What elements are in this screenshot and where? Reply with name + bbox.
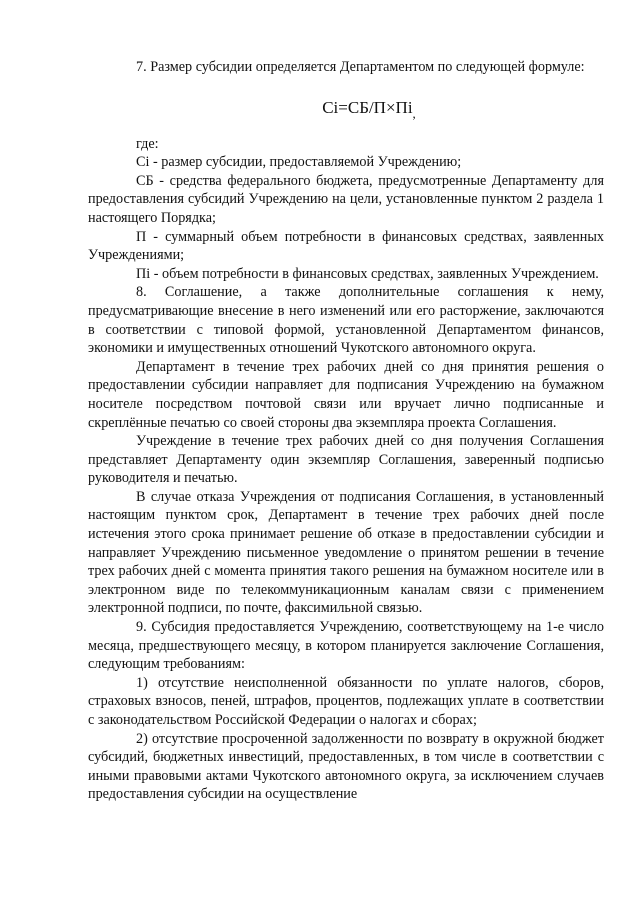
definition-p: П - суммарный объем потребности в финансовых средствах, заявленных Учреждениями;	[88, 228, 604, 264]
document-page	[88, 58, 604, 804]
paragraph-7: 7. Размер субсидии определяется Департаментом по следующей формуле:	[136, 59, 585, 75]
paragraph-9-item-1: 1) отсутствие неисполненной обязанности по уплате налогов, сборов, страховых взносов, пеней, штрафов, процентов, подлежащих уплате в соответствии с законодательством Российской Федерации о налогах и сборах;	[88, 674, 604, 728]
definition-pi: Пi - объем потребности в финансовых средствах, заявленных Учреждением.	[136, 265, 599, 282]
formula-expression: Ci=СБ/П×Пi	[322, 97, 413, 117]
paragraph-8-institution: Учреждение в течение трех рабочих дней со дня получения Соглашения представляет Департаменту один экземпляр Соглашения, заверенный подписью руководителя и печатью.	[88, 433, 604, 487]
definition-ci: Ci - размер субсидии, предоставляемой Учреждению;	[136, 154, 462, 171]
paragraph-8-department: Департамент в течение трех рабочих дней со дня принятия решения о предоставлении субсидии направляет для подписания Учреждению на бумажном носителе посредством почтовой связи или вручает лично подписанные и скреплённые печатью со своей стороны два экземпляра проекта Соглашения.	[88, 358, 604, 431]
definition-sb: СБ - средства федерального бюджета, предусмотренные Департаменту для предоставления субсидий Учреждению на цели, установленные пунктом 2 раздела 1 настоящего Порядка;	[88, 172, 604, 226]
formula-separator: ,	[412, 105, 416, 121]
subsidy-formula	[88, 96, 604, 121]
paragraph-9-item-2: 2) отсутствие просроченной задолженности по возврату в окружной бюджет субсидий, бюджетных инвестиций, предоставленных, в том числе в соответствии с иными правовыми актами Чукотского автономного округа, за исключением случаев предоставления субсидии на осуществление	[88, 730, 604, 803]
where-label: где:	[136, 135, 159, 152]
paragraph-9: 9. Субсидия предоставляется Учреждению, соответствующему на 1-е число месяца, предшествующего месяцу, в котором планируется заключение Соглашения, следующим требованиям:	[88, 619, 604, 673]
paragraph-8: 8. Соглашение, а также дополнительные соглашения к нему, предусматривающие внесение в него изменений или его расторжение, заключаются в соответствии с типовой формой, установленной Департаментом финансов, экономики и имущественных отношений Чукотского автономного округа.	[88, 284, 604, 357]
paragraph-8-refusal: В случае отказа Учреждения от подписания Соглашения, в установленный настоящим пунктом срок, Департамент в течение трех рабочих дней после истечения этого срока принимает решение об отказе в предоставлении субсидии и направляет Учреждению письменное уведомление о принятом решении в течение трех рабочих дней с момента принятия такого решения на бумажном носителе или в электронном виде по телекоммуникационным каналам связи с применением электронной подписи, по почте, факсимильной связью.	[88, 488, 604, 617]
